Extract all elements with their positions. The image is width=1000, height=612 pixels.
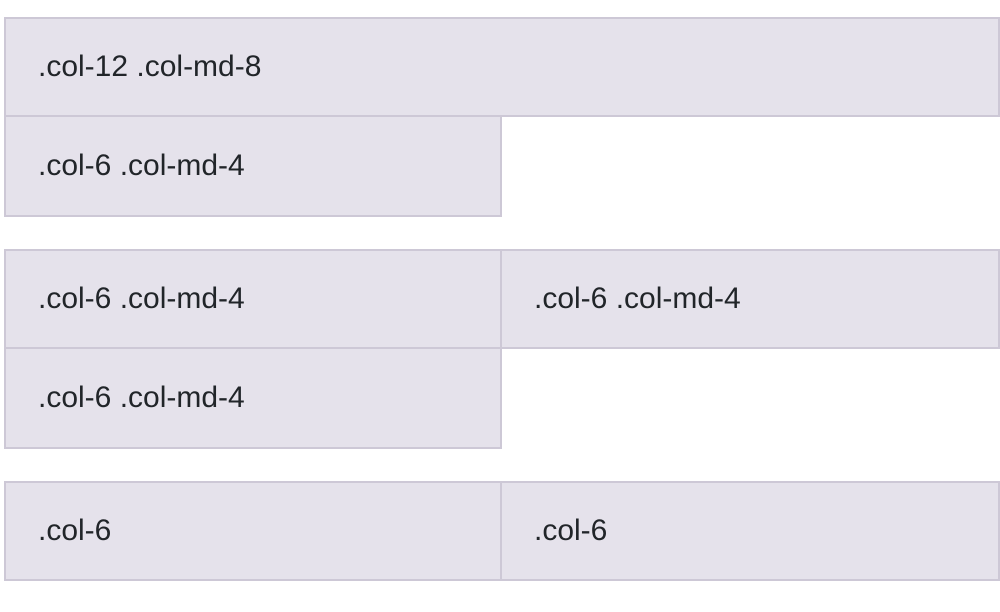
grid-cell-col-6 xyxy=(4,481,502,581)
grid-cell-col-6-md-4 xyxy=(4,349,502,449)
grid-cell-col-12-md-8 xyxy=(4,17,1000,117)
grid-cell-label: .col-6 .col-md-4 xyxy=(38,149,245,182)
grid-cell-label: .col-6 .col-md-4 xyxy=(38,282,245,315)
grid-cell-label: .col-6 .col-md-4 xyxy=(38,381,245,414)
grid-cell-col-6 xyxy=(502,481,1000,581)
grid-cell-col-6-md-4 xyxy=(502,249,1000,349)
grid-cell-label: .col-12 .col-md-8 xyxy=(38,50,262,83)
grid-cell-label: .col-6 xyxy=(534,514,608,547)
grid-cell-col-6-md-4 xyxy=(4,117,502,217)
grid-cell-col-6-md-4 xyxy=(4,249,502,349)
grid-cell-label: .col-6 .col-md-4 xyxy=(534,282,741,315)
grid-cell-label: .col-6 xyxy=(38,514,112,547)
